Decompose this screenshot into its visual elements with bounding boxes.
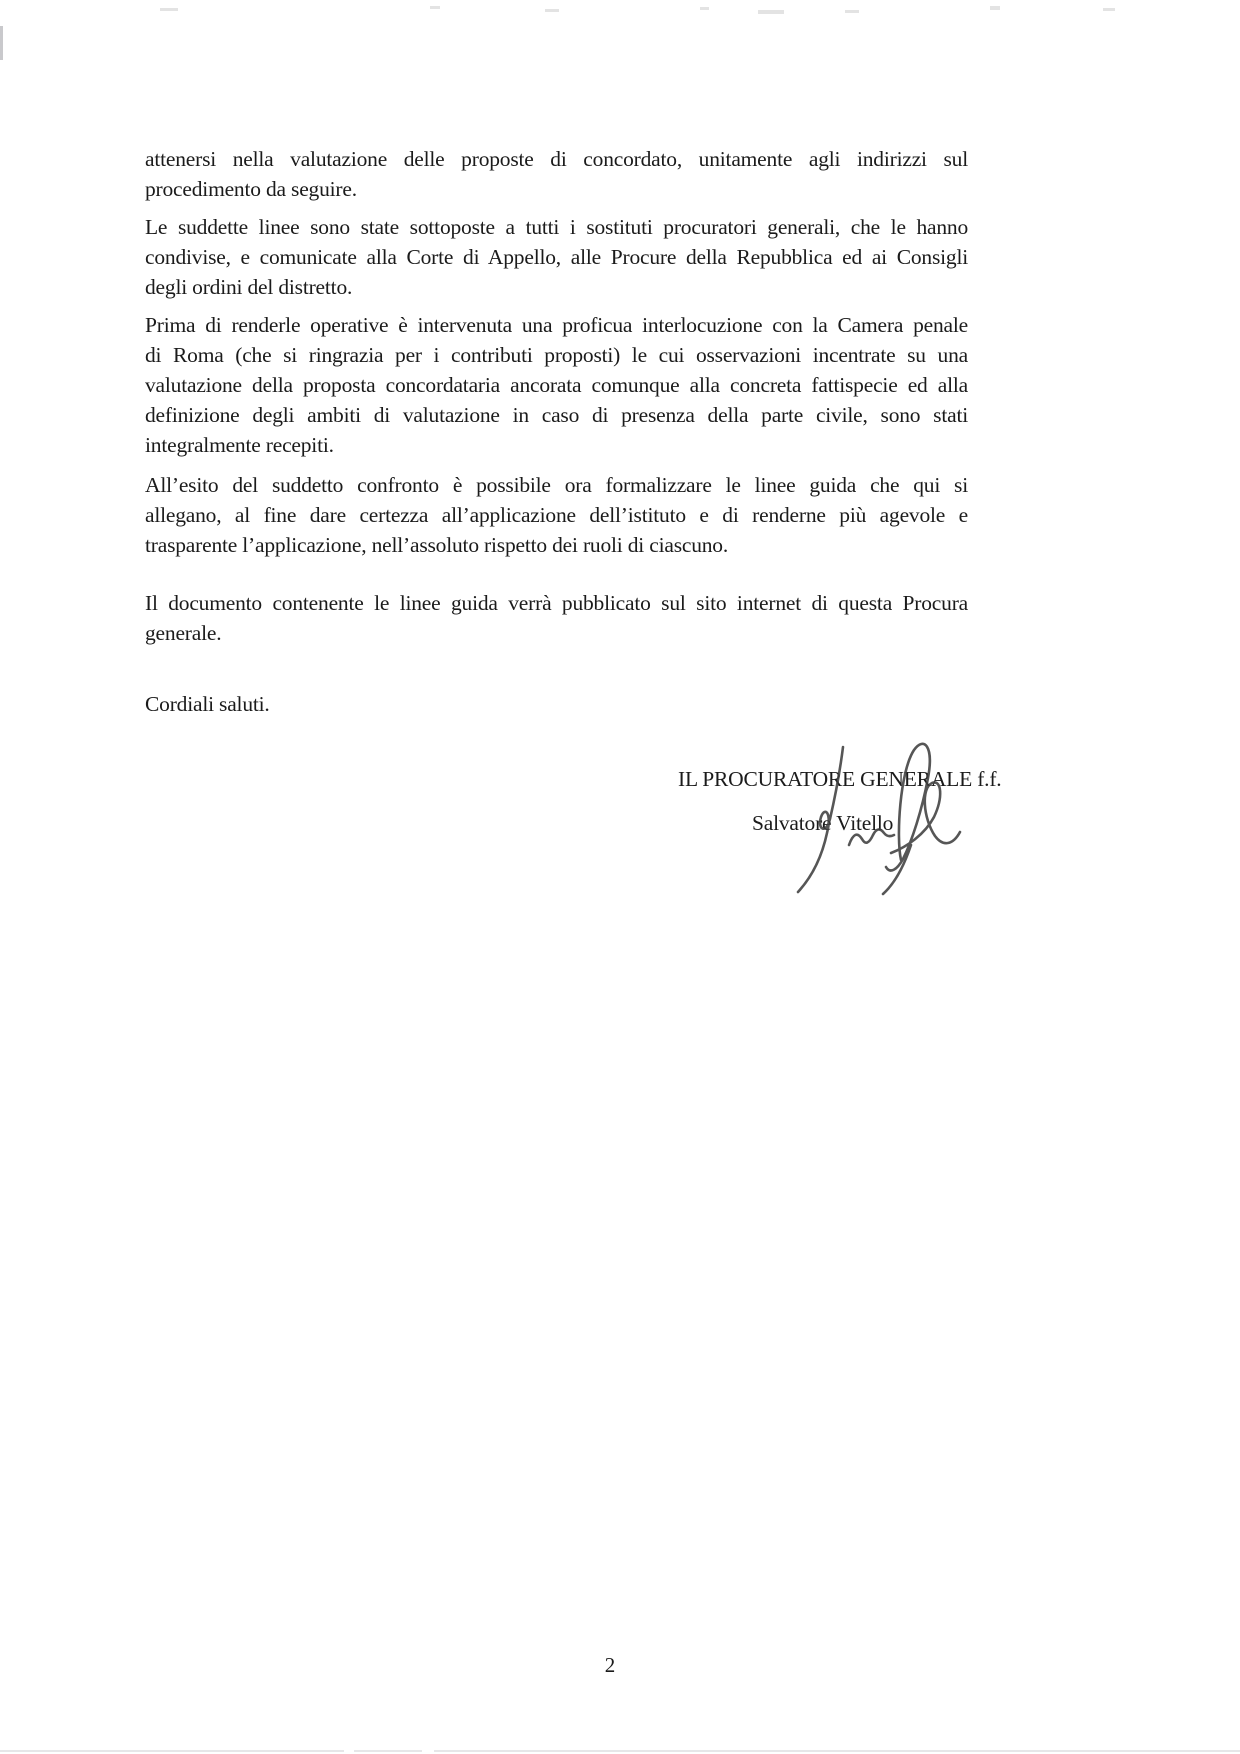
text-line: condivise, e comunicate alla Corte di Appello, alle Procure della Repubblica ed ai Consigli (145, 245, 968, 269)
paragraph (145, 144, 968, 204)
scan-artifact (545, 9, 559, 12)
paragraph (145, 470, 968, 560)
text-line: Il documento contenente le linee guida verrà pubblicato sul sito internet di questa Procura (145, 591, 968, 615)
paragraph (145, 310, 968, 460)
scan-artifact (354, 1750, 422, 1752)
text-line: Prima di renderle operative è intervenuta una proficua interlocuzione con la Camera penale (145, 313, 968, 337)
signature-title: IL PROCURATORE GENERALE f.f. (678, 767, 1002, 791)
text-line: attenersi nella valutazione delle proposte di concordato, unitamente agli indirizzi sul (145, 147, 968, 171)
text-line: procedimento da seguire. (145, 177, 357, 201)
scan-artifact (1103, 8, 1115, 11)
scan-artifact (434, 1750, 1240, 1752)
text-line: di Roma (che si ringrazia per i contributi proposti) le cui osservazioni incentrate su una (145, 343, 968, 367)
paragraph (145, 212, 968, 302)
scan-artifact (758, 10, 784, 14)
paragraph (145, 588, 968, 648)
text-line: integralmente recepiti. (145, 433, 334, 457)
scan-artifact (700, 7, 709, 10)
scan-artifact (0, 1750, 344, 1752)
text-line: valutazione della proposta concordataria ancorata comunque alla concreta fattispecie ed alla (145, 373, 968, 397)
text-line: Le suddette linee sono state sottoposte a tutti i sostituti procuratori generali, che le hanno (145, 215, 968, 239)
text-line: definizione degli ambiti di valutazione in caso di presenza della parte civile, sono stati (145, 403, 968, 427)
scan-artifact (430, 6, 440, 9)
page-number: 2 (604, 1653, 616, 1677)
letter-body (145, 144, 968, 719)
text-line: generale. (145, 621, 222, 645)
scan-artifact (845, 10, 859, 13)
scan-artifact (990, 6, 1000, 10)
scan-artifact (160, 8, 178, 11)
text-line: degli ordini del distretto. (145, 275, 353, 299)
text-line: All’esito del suddetto confronto è possibile ora formalizzare le linee guida che qui si (145, 473, 968, 497)
text-line: allegano, al fine dare certezza all’applicazione dell’istituto e di renderne più agevole e (145, 503, 968, 527)
text-line: trasparente l’applicazione, nell’assoluto rispetto dei ruoli di ciascuno. (145, 533, 729, 557)
signature-name: Salvatore Vitello (752, 811, 894, 835)
signature-scrawl-icon (753, 733, 968, 898)
scan-artifact (0, 26, 3, 60)
closing-salutation: Cordiali saluti. (145, 692, 270, 716)
